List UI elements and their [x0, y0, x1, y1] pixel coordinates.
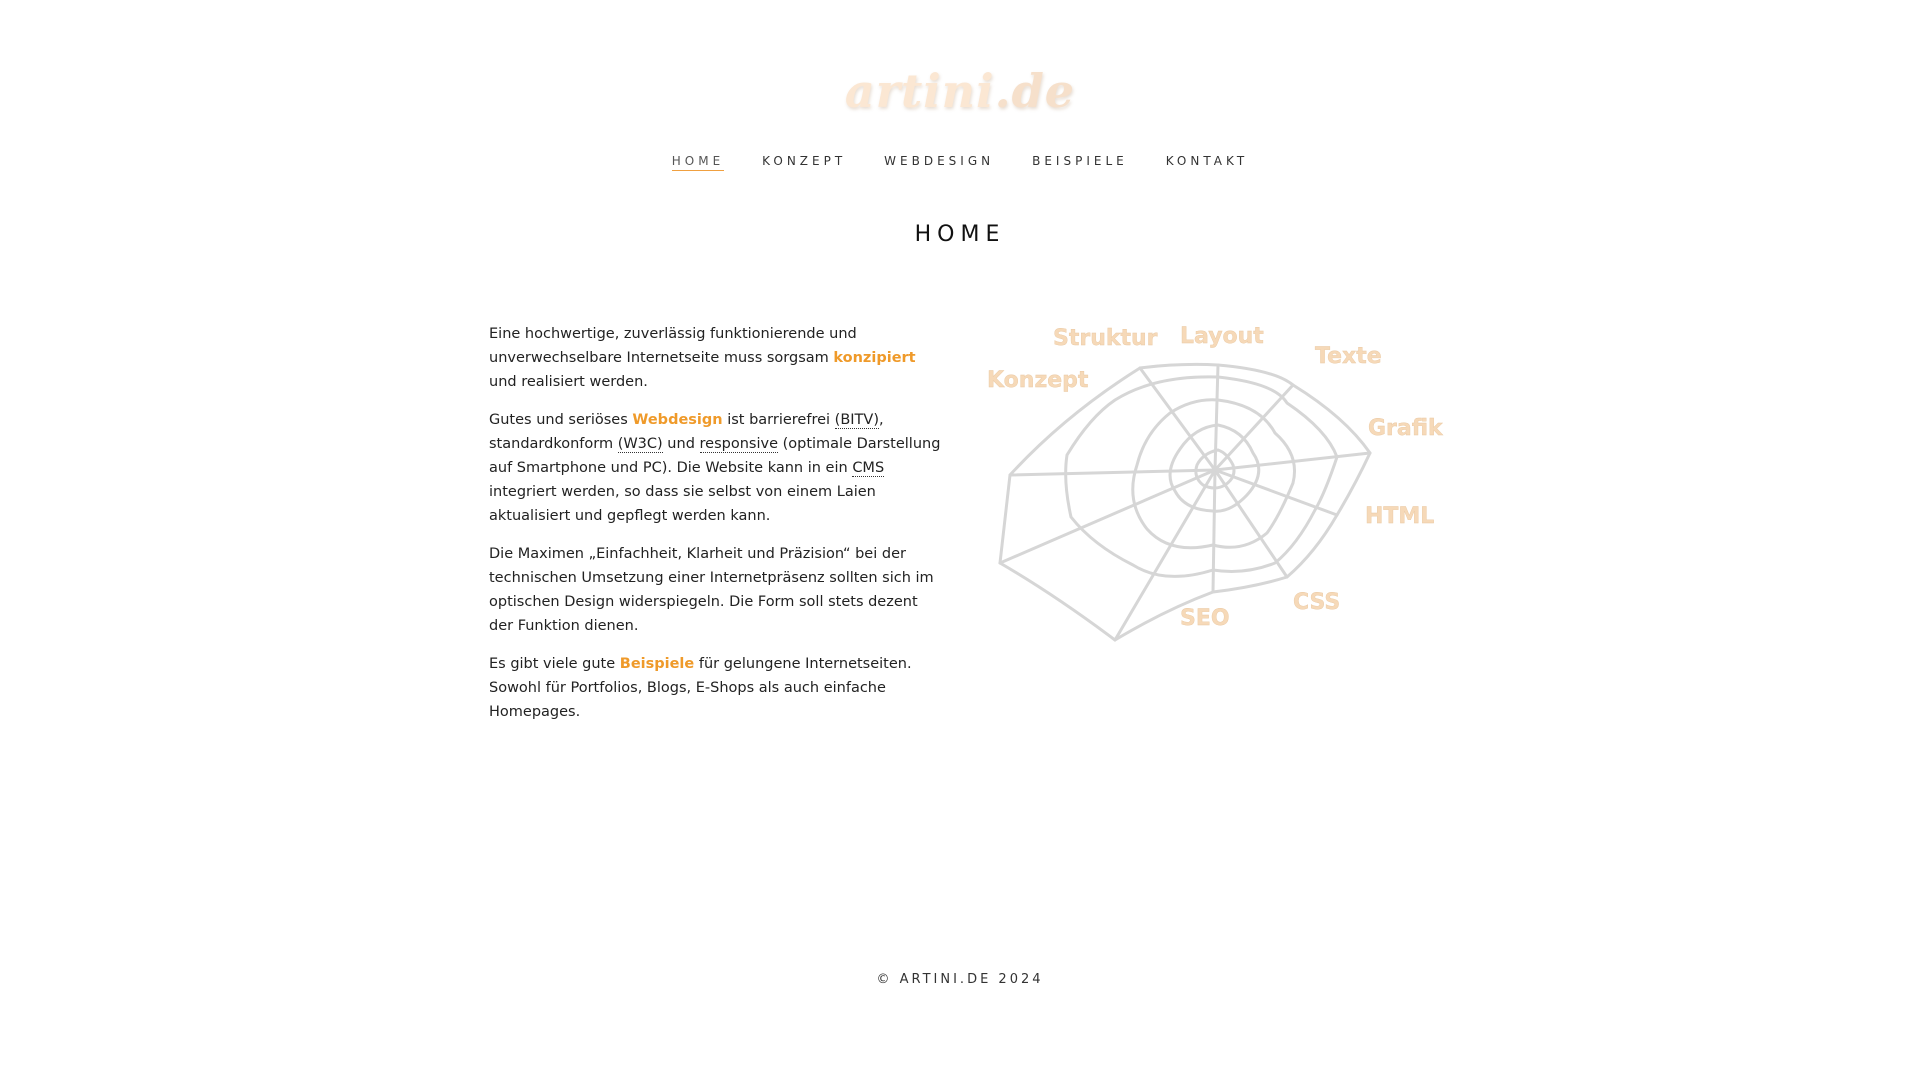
copyright-text: © ARTINI.DE 2024: [876, 972, 1044, 987]
web-label-layout: Layout: [1180, 324, 1264, 349]
nav-item-kontakt[interactable]: KONTAKT: [1165, 154, 1249, 168]
nav-item-home[interactable]: HOME: [672, 154, 724, 171]
text: für gelungene Internetseiten. Sowohl für Portfolios, Blogs, E-Shops als auch einfache Homepages.: [489, 656, 912, 720]
footer: [0, 972, 1920, 987]
page-title: HOME: [914, 222, 1006, 247]
abbr-w3c: (W3C): [617, 436, 663, 452]
text: Eine hochwertige, zuverlässig funktionierende und unverwechselbare Internetseite muss sorgsam: [489, 326, 857, 366]
paragraph-webdesign: [489, 408, 944, 528]
text: integriert werden, so dass sie selbst von einem Laien aktualisiert und gepflegt werden kann.: [489, 484, 876, 524]
web-label-struktur: Struktur: [1053, 326, 1158, 351]
link-beispiele[interactable]: Beispiele: [619, 656, 695, 672]
link-webdesign[interactable]: Webdesign: [632, 412, 723, 428]
logo-name: artini: [844, 64, 995, 118]
web-label-konzept: Konzept: [987, 368, 1089, 393]
text: Es gibt viele gute: [489, 656, 620, 672]
nav-item-beispiele[interactable]: BEISPIELE: [1032, 154, 1128, 168]
text: , standardkonform: [489, 412, 884, 452]
link-konzipiert[interactable]: konzipiert: [833, 350, 916, 366]
abbr-responsive: responsive: [699, 436, 778, 452]
paragraph-beispiele: [489, 652, 944, 724]
text: und realisiert werden.: [489, 374, 648, 390]
site-logo[interactable]: [0, 64, 1920, 118]
paragraph-intro: [489, 322, 944, 394]
text: und: [662, 436, 700, 452]
nav-item-webdesign[interactable]: WEBDESIGN: [884, 154, 995, 168]
main-navigation: [0, 154, 1920, 171]
web-label-grafik: Grafik: [1368, 416, 1443, 441]
web-label-html: HTML: [1365, 504, 1435, 529]
main-content: [489, 322, 944, 738]
text: ist barrierefrei: [722, 412, 835, 428]
text: (optimale Darstellung auf Smartphone und PC). Die Website kann in ein: [489, 436, 941, 476]
text: Die Maximen „Einfachheit, Klarheit und Präzision“ bei der technischen Umsetzung einer Internetpräsenz sollten sich im optischen Design widerspiegeln. Die Form soll stets dezent der Funktion dienen.: [489, 546, 934, 634]
logo-tld: .de: [994, 64, 1076, 118]
nav-item-konzept[interactable]: KONZEPT: [762, 154, 847, 168]
abbr-bitv: (BITV): [834, 412, 879, 428]
text: Gutes und seriöses: [489, 412, 633, 428]
spiderweb-graphic: [975, 305, 1445, 655]
web-label-texte: Texte: [1315, 344, 1382, 369]
web-label-seo: SEO: [1180, 606, 1230, 631]
abbr-cms: CMS: [852, 460, 885, 476]
paragraph-maximen: [489, 542, 944, 638]
web-label-css: CSS: [1293, 590, 1341, 615]
